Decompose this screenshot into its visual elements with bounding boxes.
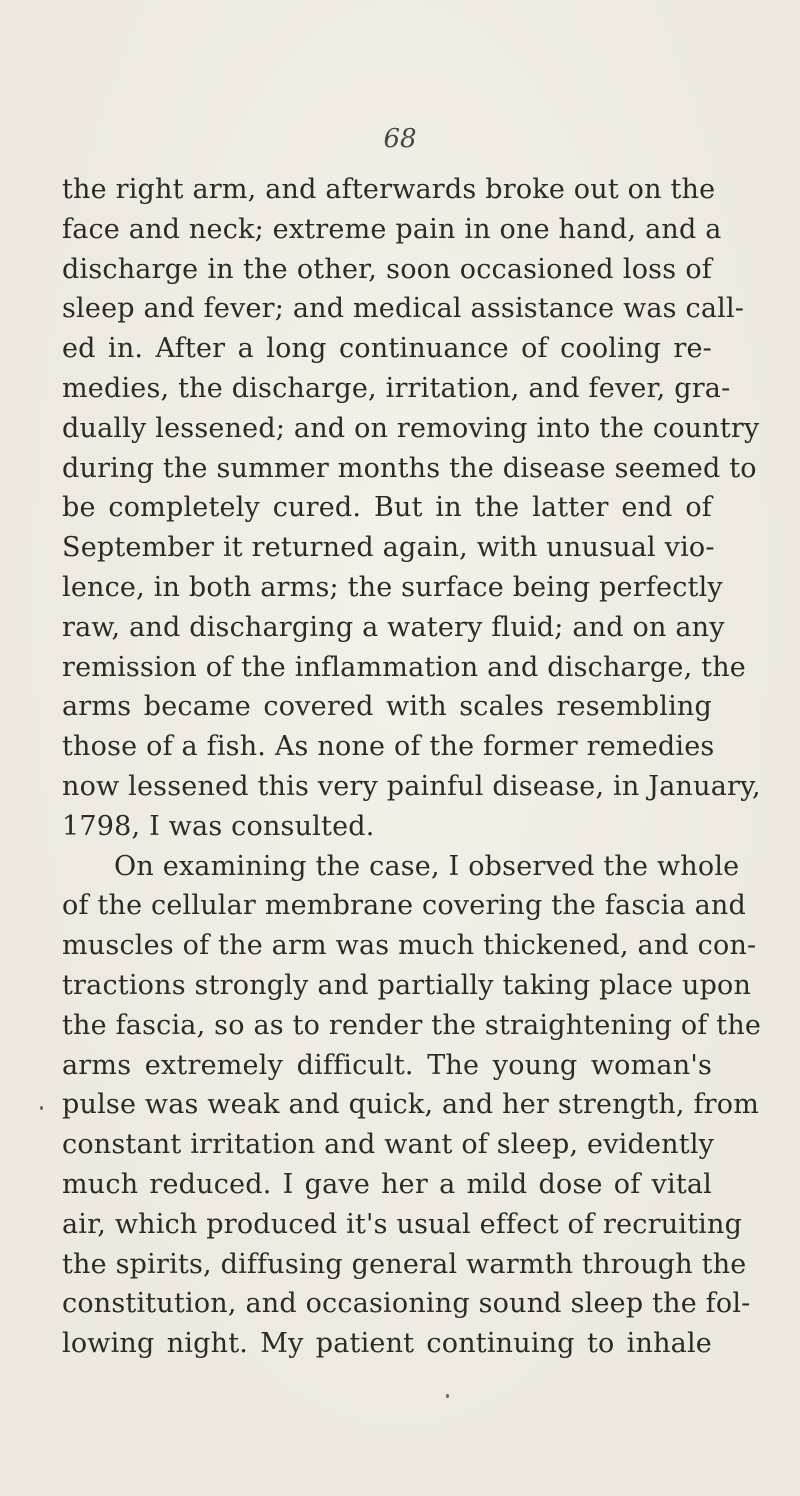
- ink-speck: [40, 1106, 43, 1110]
- text-line: now lessened this very painful disease, in January,: [62, 770, 761, 802]
- text-line: dually lessened; and on removing into the country: [62, 412, 760, 444]
- text-line: the fascia, so as to render the straightening of the: [62, 1009, 762, 1041]
- text-line: discharge in the other, soon occasioned loss of: [62, 253, 712, 285]
- text-line: arms extremely difficult. The young woman's: [62, 1049, 712, 1081]
- paragraph-end-line: 1798, I was consulted.: [62, 810, 375, 842]
- text-line: lowing night. My patient continuing to inhale: [62, 1328, 712, 1360]
- text-line: those of a fish. As none of the former remedies: [62, 731, 715, 763]
- text-line: raw, and discharging a watery fluid; and on any: [62, 611, 725, 643]
- text-line: constant irritation and want of sleep, evidently: [62, 1129, 715, 1161]
- text-line: of the cellular membrane covering the fascia and: [62, 890, 746, 922]
- paragraph-start-line: On examining the case, I observed the whole: [114, 850, 740, 882]
- text-line: remission of the inflammation and discharge, the: [62, 651, 746, 683]
- text-line: medies, the discharge, irritation, and fever, gra-: [62, 372, 731, 404]
- text-line: face and neck; extreme pain in one hand, and a: [62, 213, 722, 245]
- text-line: be completely cured. But in the latter end of: [62, 492, 712, 524]
- ink-speck: [446, 1394, 449, 1398]
- text-line: September it returned again, with unusual vio-: [62, 532, 715, 564]
- text-line: pulse was weak and quick, and her strength, from: [62, 1089, 760, 1121]
- text-line: sleep and fever; and medical assistance was call-: [62, 293, 745, 325]
- text-line: arms became covered with scales resembling: [62, 691, 712, 723]
- text-line: air, which produced it's usual effect of recruiting: [62, 1208, 743, 1240]
- text-line: ed in. After a long continuance of cooling re-: [62, 333, 712, 365]
- text-line: during the summer months the disease seemed to: [62, 452, 757, 484]
- text-line: the spirits, diffusing general warmth through the: [62, 1248, 747, 1280]
- text-line: the right arm, and afterwards broke out on the: [62, 174, 716, 205]
- text-line: muscles of the arm was much thickened, and con-: [62, 930, 757, 962]
- body-text: [62, 170, 762, 1364]
- text-line: much reduced. I gave her a mild dose of vital: [62, 1168, 712, 1200]
- page-number: 68: [383, 124, 417, 154]
- text-line: lence, in both arms; the surface being perfectly: [62, 571, 723, 603]
- text-line: tractions strongly and partially taking place upon: [62, 969, 752, 1001]
- text-line: constitution, and occasioning sound sleep the fol-: [62, 1288, 751, 1320]
